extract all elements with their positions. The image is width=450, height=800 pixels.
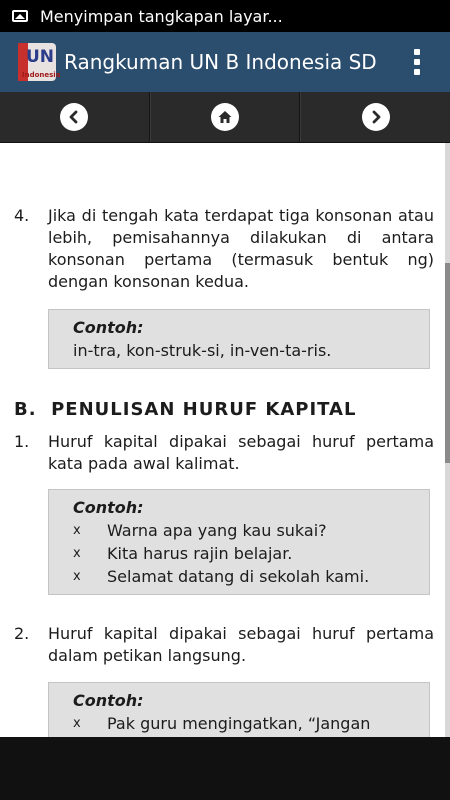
home-button[interactable]	[150, 92, 301, 142]
example-line	[73, 519, 429, 542]
action-bar	[0, 32, 450, 92]
item-text: Huruf kapital dipakai sebagai huruf pertama kata pada awal kalimat.	[48, 432, 434, 473]
example-box	[48, 309, 430, 369]
section-title: PENULISAN HURUF KAPITAL	[51, 399, 357, 420]
forward-button[interactable]	[300, 92, 450, 142]
item-text: Jika di tengah kata terdapat tiga konsonan atau lebih, pemisahannya dilakukan di antara konsonan pertama (termasuk bentuk ng) dengan konsonan kedua.	[48, 206, 434, 291]
scrollbar[interactable]	[445, 143, 450, 737]
example-line	[73, 542, 429, 565]
bullet-mark: x	[73, 716, 81, 731]
example-text: in-tra, kon-struk-si, in-ven-ta-ris.	[73, 341, 332, 360]
scrollbar-thumb[interactable]	[445, 263, 450, 463]
list-item-1	[14, 431, 434, 475]
example-line	[73, 565, 429, 588]
app-logo-text: UN	[26, 47, 55, 67]
chevron-left-icon	[60, 103, 88, 131]
section-label: B.	[14, 399, 37, 420]
screenshot-icon	[12, 10, 28, 22]
bullet-mark: x	[73, 546, 81, 561]
app-logo-subtext: Indonesia	[22, 71, 61, 79]
item-number: 1.	[14, 432, 30, 451]
example-line-text: Pak guru mengingatkan, “Jangan	[107, 714, 371, 733]
example-line-text: Warna apa yang kau sukai?	[107, 521, 327, 540]
item-number: 4.	[14, 206, 30, 225]
app-logo[interactable]	[18, 43, 61, 81]
back-button[interactable]	[0, 92, 150, 142]
status-notification-text: Menyimpan tangkapan layar...	[40, 6, 283, 26]
app-title: Rangkuman UN B Indonesia SD	[64, 50, 377, 74]
home-icon	[211, 103, 239, 131]
overflow-menu-icon[interactable]	[402, 42, 432, 82]
navigation-bar	[0, 92, 450, 143]
bullet-mark: x	[73, 569, 81, 584]
status-bar	[0, 0, 450, 32]
example-title: Contoh:	[73, 691, 144, 710]
list-item-2	[14, 623, 434, 667]
item-text: Huruf kapital dipakai sebagai huruf pertama dalam petikan langsung.	[48, 624, 434, 665]
bottom-bar	[0, 737, 450, 800]
section-heading	[14, 399, 356, 420]
example-title: Contoh:	[73, 318, 144, 337]
example-title: Contoh:	[73, 498, 144, 517]
example-line-text: Selamat datang di sekolah kami.	[107, 567, 370, 586]
bullet-mark: x	[73, 523, 81, 538]
content-area[interactable]	[0, 143, 445, 737]
example-line	[73, 712, 429, 735]
example-line-text: Kita harus rajin belajar.	[107, 544, 293, 563]
example-box	[48, 489, 430, 595]
chevron-right-icon	[362, 103, 390, 131]
item-number: 2.	[14, 624, 30, 643]
example-box	[48, 682, 430, 742]
list-item-4	[14, 205, 434, 293]
